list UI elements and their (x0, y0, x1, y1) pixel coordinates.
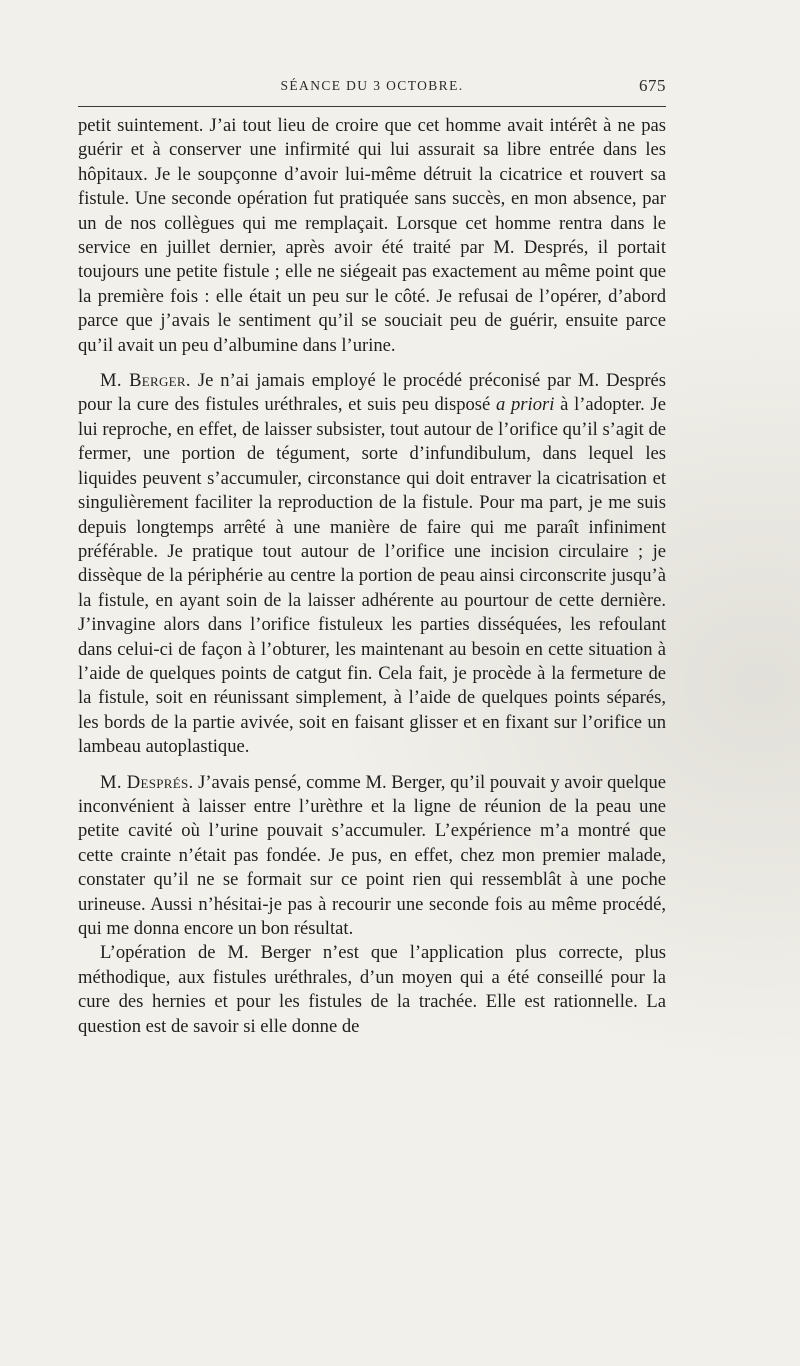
paragraph-continuation (78, 114, 666, 358)
running-head (78, 76, 666, 100)
page-number: 675 (639, 76, 666, 95)
paragraph-text: petit suintement. J’ai tout lieu de croire que cet homme avait intérêt à ne pas guérir et à conserver une infirmité qui lui assurait sa libre entrée dans les hôpitaux. Je le soupçonne d’avoir lui-même détruit la cicatrice et rouvert sa fistule. Une seconde opération fut pratiquée sans succès, en mon absence, par un de nos collègues qui me remplaçait. Lorsque cet homme rentra dans le service en juillet dernier, après avoir été traité par M. Després, il portait toujours une petite fistule ; elle ne siégeait pas exactement au même point que la première fois : elle était un peu sur le côté. Je refusai de l’opérer, d’abord parce que j’avais le sentiment qu’il se souciait peu de guérir, ensuite parce qu’il avait un peu d’albumine dans l’urine. (78, 115, 666, 356)
header-rule (78, 106, 666, 107)
paragraph-text: à l’adopter. Je lui reproche, en effet, de laisser subsister, tout autour de l’orifice qu’il s’agit de fermer, une portion de tégument, sorte d’infundibulum, dans lequel les liquides peuvent s’accumuler, circonstance qui doit entraver la cicatrisation et singulièrement faciliter la reproduction de la fistule. Pour ma part, je me suis depuis longtemps arrêté à une manière de faire qui me paraît infiniment préférable. Je pratique tout autour de l’orifice une incision circulaire ; je dissèque de la périphérie au centre la portion de peau ainsi circonscrite jusqu’à la fistule, en ayant soin de la laisser adhérente au pourtour de cette dernière. J’invagine alors dans l’orifice fistuleux les parties disséquées, les refoulant dans celui-ci de façon à l’obturer, les maintenant au besoin en cette situation à l’aide de quelques points de catgut fin. Cela fait, je procède à la fermeture de la fistule, soit en réunissant simplement, à l’aide de quelques points séparés, les bords de la partie avivée, soit en faisant glisser et en fixant sur l’orifice un lambeau autoplastique. (78, 394, 667, 758)
paragraph-despres (78, 771, 666, 942)
paragraph-text: J’avais pensé, comme M. Berger, qu’il pouvait y avoir quelque inconvénient à laisser entre l’urèthre et la ligne de réunion de la peau une petite cavité où l’urine pouvait s’accumuler. L’expérience m’a montré que cette crainte n’était pas fondée. Je pus, en effet, chez mon premier malade, constater qu’il ne se formait sur ce point rien qui ressemblât à une poche urineuse. Aussi n’hésitai-je pas à recourir une seconde fois au même procédé, qui me donna encore un bon résultat. (78, 771, 666, 939)
body-text (78, 114, 666, 1039)
speaker-name: M. Després. (100, 771, 194, 793)
paragraph-final (78, 941, 666, 1039)
paragraph-text: L’opération de M. Berger n’est que l’application plus correcte, plus méthodique, aux fistules uréthrales, d’un moyen qui a été conseillé pour la cure des hernies et pour les fistules de la trachée. Elle est rationnelle. La question est de savoir si elle donne de (78, 942, 666, 1037)
emphasis-text: a priori (496, 394, 555, 416)
header-title: SÉANCE DU 3 OCTOBRE. (280, 78, 464, 93)
paragraph-text: Je n’ai jamais employé le procédé préconisé par M. Després pour la cure des fistules uréthrales, et suis peu disposé (78, 370, 666, 416)
paragraph-berger (78, 369, 666, 760)
speaker-name: M. Berger. (100, 370, 191, 392)
